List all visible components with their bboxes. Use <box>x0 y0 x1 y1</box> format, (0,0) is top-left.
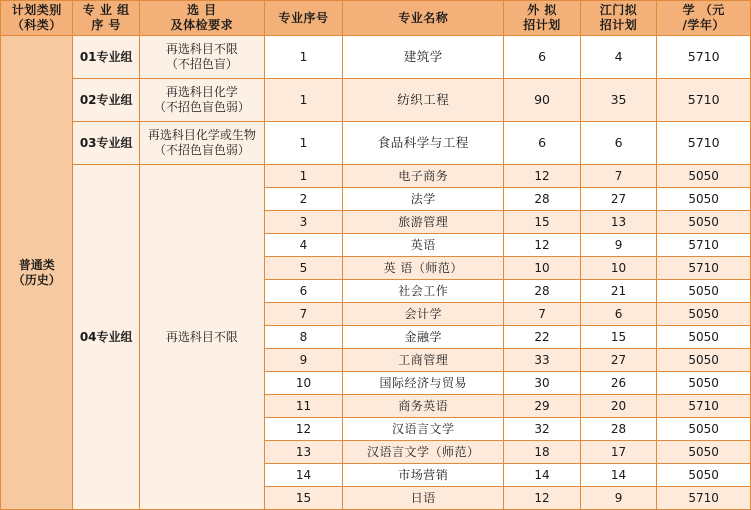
cell-group-no: 02专业组 <box>73 79 139 122</box>
cell-plan-jiangmen: 27 <box>580 349 657 372</box>
cell-major-name: 食品科学与工程 <box>343 122 504 165</box>
cell-subject-requirement: 再选科目化学 （不招色盲色弱） <box>139 79 264 122</box>
header-tuition: 学 （元 /学年） <box>657 1 751 36</box>
cell-major-no: 1 <box>264 165 343 188</box>
cell-major-name: 旅游管理 <box>343 211 504 234</box>
cell-major-no: 4 <box>264 234 343 257</box>
cell-plan-jiangmen: 35 <box>580 79 657 122</box>
cell-plan-jiangmen: 15 <box>580 326 657 349</box>
cell-major-no: 1 <box>264 36 343 79</box>
cell-major-name: 日语 <box>343 487 504 510</box>
cell-plan-out: 12 <box>504 165 581 188</box>
header-group-no: 专 业 组 序 号 <box>73 1 139 36</box>
cell-plan-jiangmen: 6 <box>580 122 657 165</box>
cell-major-no: 15 <box>264 487 343 510</box>
cell-plan-jiangmen: 21 <box>580 280 657 303</box>
cell-plan-jiangmen: 26 <box>580 372 657 395</box>
cell-plan-out: 30 <box>504 372 581 395</box>
cell-major-no: 13 <box>264 441 343 464</box>
cell-tuition: 5050 <box>657 441 751 464</box>
cell-tuition: 5710 <box>657 36 751 79</box>
cell-major-name: 英 语（师范） <box>343 257 504 280</box>
cell-major-name: 金融学 <box>343 326 504 349</box>
cell-plan-out: 12 <box>504 234 581 257</box>
cell-major-name: 社会工作 <box>343 280 504 303</box>
header-major-no: 专业序号 <box>264 1 343 36</box>
cell-tuition: 5050 <box>657 372 751 395</box>
cell-major-no: 8 <box>264 326 343 349</box>
cell-plan-out: 6 <box>504 36 581 79</box>
cell-plan-jiangmen: 28 <box>580 418 657 441</box>
cell-tuition: 5710 <box>657 395 751 418</box>
cell-plan-jiangmen: 6 <box>580 303 657 326</box>
cell-major-no: 9 <box>264 349 343 372</box>
cell-plan-out: 29 <box>504 395 581 418</box>
header-plan-out: 外 拟 招计划 <box>504 1 581 36</box>
cell-plan-jiangmen: 4 <box>580 36 657 79</box>
cell-tuition: 5050 <box>657 349 751 372</box>
cell-major-no: 5 <box>264 257 343 280</box>
cell-tuition: 5050 <box>657 211 751 234</box>
cell-major-name: 汉语言文学（师范） <box>343 441 504 464</box>
cell-plan-out: 33 <box>504 349 581 372</box>
cell-plan-jiangmen: 20 <box>580 395 657 418</box>
cell-major-no: 3 <box>264 211 343 234</box>
cell-major-no: 10 <box>264 372 343 395</box>
cell-group-no: 04专业组 <box>73 165 139 510</box>
cell-major-name: 汉语言文学 <box>343 418 504 441</box>
cell-tuition: 5710 <box>657 234 751 257</box>
cell-major-name: 国际经济与贸易 <box>343 372 504 395</box>
cell-major-name: 纺织工程 <box>343 79 504 122</box>
cell-plan-jiangmen: 27 <box>580 188 657 211</box>
cell-tuition: 5050 <box>657 165 751 188</box>
cell-major-no: 12 <box>264 418 343 441</box>
cell-major-no: 2 <box>264 188 343 211</box>
cell-plan-jiangmen: 9 <box>580 487 657 510</box>
cell-tuition: 5710 <box>657 122 751 165</box>
cell-major-name: 商务英语 <box>343 395 504 418</box>
cell-plan-jiangmen: 9 <box>580 234 657 257</box>
header-category: 计划类别 （科类） <box>1 1 73 36</box>
cell-subject-requirement: 再选科目不限 （不招色盲） <box>139 36 264 79</box>
cell-plan-out: 6 <box>504 122 581 165</box>
cell-plan-out: 18 <box>504 441 581 464</box>
cell-major-name: 工商管理 <box>343 349 504 372</box>
cell-category: 普通类 （历史） <box>1 36 73 510</box>
cell-plan-out: 28 <box>504 280 581 303</box>
cell-major-no: 6 <box>264 280 343 303</box>
cell-group-no: 03专业组 <box>73 122 139 165</box>
cell-major-no: 11 <box>264 395 343 418</box>
cell-tuition: 5050 <box>657 280 751 303</box>
cell-major-name: 会计学 <box>343 303 504 326</box>
header-requirement: 选 目 及体检要求 <box>139 1 264 36</box>
cell-plan-out: 28 <box>504 188 581 211</box>
header-major-name: 专业名称 <box>343 1 504 36</box>
cell-tuition: 5050 <box>657 326 751 349</box>
table-row <box>1 122 751 165</box>
cell-major-name: 电子商务 <box>343 165 504 188</box>
table-body <box>1 36 751 510</box>
cell-tuition: 5050 <box>657 188 751 211</box>
cell-tuition: 5050 <box>657 464 751 487</box>
table-header <box>1 1 751 36</box>
table-row <box>1 79 751 122</box>
cell-plan-out: 32 <box>504 418 581 441</box>
cell-plan-jiangmen: 7 <box>580 165 657 188</box>
table-row <box>1 165 751 188</box>
cell-plan-out: 14 <box>504 464 581 487</box>
table-row <box>1 36 751 79</box>
cell-subject-requirement: 再选科目化学或生物 （不招色盲色弱） <box>139 122 264 165</box>
cell-group-no: 01专业组 <box>73 36 139 79</box>
cell-subject-requirement: 再选科目不限 <box>139 165 264 510</box>
cell-plan-out: 10 <box>504 257 581 280</box>
cell-tuition: 5710 <box>657 79 751 122</box>
cell-tuition: 5050 <box>657 418 751 441</box>
cell-major-name: 英语 <box>343 234 504 257</box>
cell-plan-jiangmen: 10 <box>580 257 657 280</box>
cell-plan-jiangmen: 14 <box>580 464 657 487</box>
cell-plan-out: 22 <box>504 326 581 349</box>
cell-plan-jiangmen: 17 <box>580 441 657 464</box>
header-row <box>1 1 751 36</box>
cell-major-name: 市场营销 <box>343 464 504 487</box>
cell-major-name: 建筑学 <box>343 36 504 79</box>
cell-plan-out: 15 <box>504 211 581 234</box>
cell-tuition: 5050 <box>657 303 751 326</box>
header-plan-jiangmen: 江门拟 招计划 <box>580 1 657 36</box>
cell-tuition: 5710 <box>657 257 751 280</box>
cell-plan-out: 7 <box>504 303 581 326</box>
cell-tuition: 5710 <box>657 487 751 510</box>
cell-major-name: 法学 <box>343 188 504 211</box>
cell-plan-out: 90 <box>504 79 581 122</box>
cell-major-no: 7 <box>264 303 343 326</box>
cell-plan-jiangmen: 13 <box>580 211 657 234</box>
cell-major-no: 1 <box>264 79 343 122</box>
cell-major-no: 14 <box>264 464 343 487</box>
cell-major-no: 1 <box>264 122 343 165</box>
cell-plan-out: 12 <box>504 487 581 510</box>
